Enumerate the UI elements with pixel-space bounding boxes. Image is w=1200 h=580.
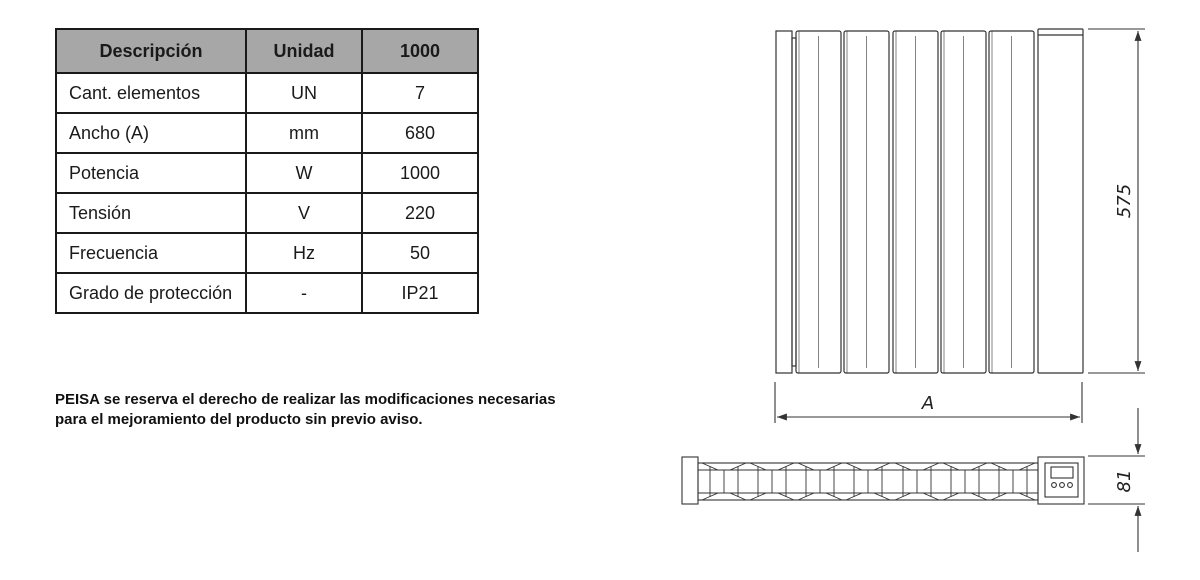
height-label: 575 xyxy=(1114,183,1135,219)
row-value: 680 xyxy=(362,113,478,153)
top-view-fins xyxy=(702,463,1035,500)
control-button-3 xyxy=(1068,483,1073,488)
radiator-top-view xyxy=(682,457,1084,504)
disclaimer-line-2: para el mejoramiento del producto sin previo aviso. xyxy=(55,411,423,428)
row-description: Cant. elementos xyxy=(56,73,246,113)
top-view-fin xyxy=(798,463,842,500)
top-view-fin xyxy=(895,463,939,500)
radiator-front-view xyxy=(776,29,1083,373)
top-view-fin xyxy=(750,463,794,500)
row-unit: - xyxy=(246,273,362,313)
row-unit: mm xyxy=(246,113,362,153)
top-view-fin xyxy=(702,463,746,500)
row-description: Tensión xyxy=(56,193,246,233)
row-value: 50 xyxy=(362,233,478,273)
row-value: IP21 xyxy=(362,273,478,313)
top-view-fin xyxy=(943,463,987,500)
row-description: Potencia xyxy=(56,153,246,193)
control-display xyxy=(1051,467,1073,478)
header-model: 1000 xyxy=(362,29,478,73)
depth-label: 81 xyxy=(1114,469,1135,493)
row-unit: UN xyxy=(246,73,362,113)
header-descripcion: Descripción xyxy=(56,29,246,73)
top-view-fin xyxy=(991,463,1035,500)
control-housing xyxy=(1038,29,1083,373)
top-view-left-end xyxy=(682,457,698,504)
disclaimer-line-1: PEISA se reserva el derecho de realizar las modificaciones necesarias xyxy=(55,391,556,408)
control-button-2 xyxy=(1060,483,1065,488)
row-value: 1000 xyxy=(362,153,478,193)
top-view-fin xyxy=(846,463,890,500)
row-value: 7 xyxy=(362,73,478,113)
width-label: A xyxy=(921,393,935,414)
row-unit: Hz xyxy=(246,233,362,273)
row-description: Grado de protección xyxy=(56,273,246,313)
row-description: Ancho (A) xyxy=(56,113,246,153)
row-description: Frecuencia xyxy=(56,233,246,273)
left-end-plate xyxy=(776,31,792,373)
header-unidad: Unidad xyxy=(246,29,362,73)
control-button-1 xyxy=(1052,483,1057,488)
row-value: 220 xyxy=(362,193,478,233)
radiator-fins xyxy=(796,31,1034,373)
row-unit: V xyxy=(246,193,362,233)
row-unit: W xyxy=(246,153,362,193)
